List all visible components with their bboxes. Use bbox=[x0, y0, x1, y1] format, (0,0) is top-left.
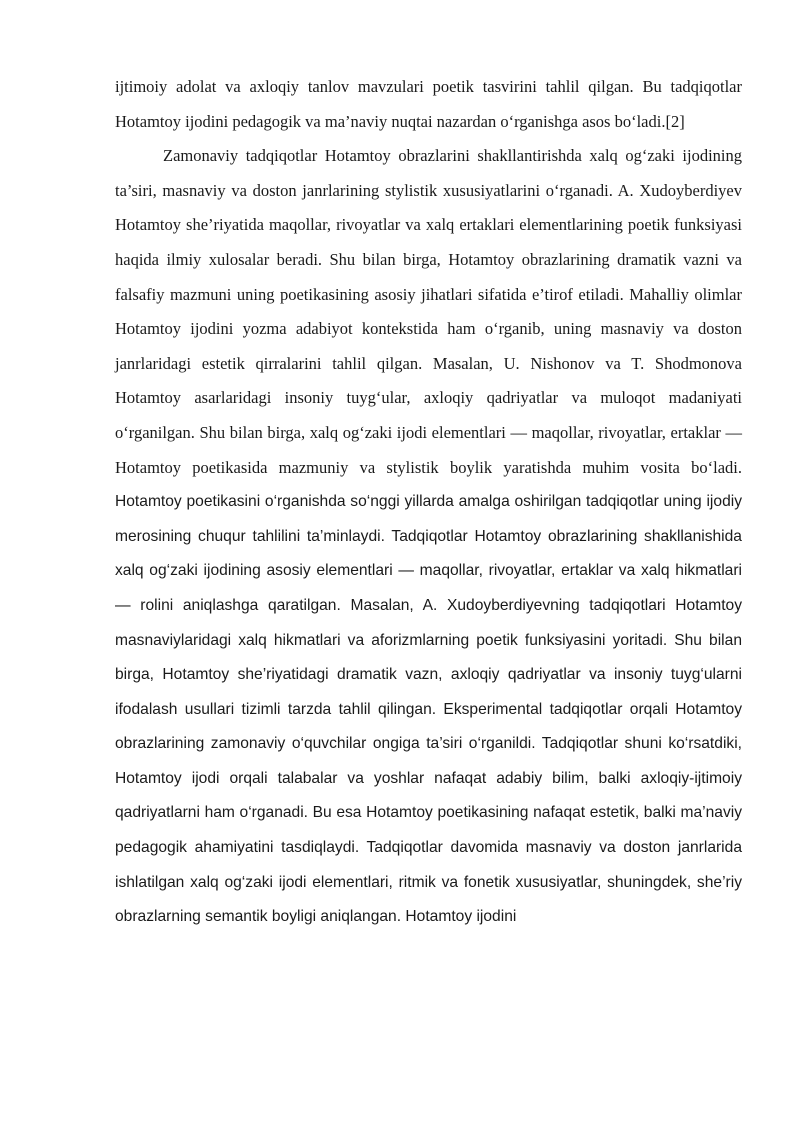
paragraph-sans-segment: Hotamtoy poetikasini o‘rganishda so‘nggi yillarda amalga oshirilgan tadqiqotlar uning ijodiy merosining chuqur tahlilini ta’minlaydi. Tadqiqotlar Hotamtoy obrazlarining shakllanishida xalq og‘zaki ijodining asosiy elementlari — maqollar, rivoyatlar, ertaklar va xalq hikmatlari — rolini aniqlashga qaratilgan. Masalan, A. Xudoyberdiyevning tadqiqotlari Hotamtoy masnaviylaridagi xalq hikmatlari va aforizmlarning poetik funksiyasini yoritadi. Shu bilan birga, Hotamtoy she’riyatidagi dramatik vazn, axloqiy qadriyatlar va insoniy tuyg‘ularni ifodalash usullari tizimli tarzda tahlil qilingan. Eksperimental tadqiqotlar orqali Hotamtoy obrazlarining zamonaviy o‘quvchilar ongiga ta’siri o‘rganildi. Tadqiqotlar shuni ko‘rsatdiki, Hotamtoy ijodi orqali talabalar va yoshlar nafaqat adabiy bilim, balki axloqiy-ijtimoiy qadriyatlarni ham o‘rganadi. Bu esa Hotamtoy poetikasining nafaqat estetik, balki ma’naviy pedagogik ahamiyatini tasdiqlaydi. Tadqiqotlar davomida masnaviy va doston janrlarida ishlatilgan xalq og‘zaki ijodi elementlari, ritmik va fonetik xususiyatlar, shuningdek, she’riy obrazlarning semantik boyligi aniqlangan. Hotamtoy ijodini bbox=[115, 493, 742, 926]
body-text bbox=[115, 70, 742, 935]
paragraph-serif-segment: Zamonaviy tadqiqotlar Hotamtoy obrazlarini shakllantirishda xalq og‘zaki ijodining ta’siri, masnaviy va doston janrlarining stylistik xususiyatlarini o‘rganadi. A. Xudoyberdiyev Hotamtoy she’riyatida maqollar, rivoyatlar va xalq ertaklari elementlarining poetik funksiyasi haqida ilmiy xulosalar beradi. Shu bilan birga, Hotamtoy obrazlarining dramatik vazni va falsafiy mazmuni uning poetikasining asosiy jihatlari sifatida e’tirof etiladi. Mahalliy olimlar Hotamtoy ijodini yozma adabiyot kontekstida ham o‘rganib, uning masnaviy va doston janrlaridagi estetik qirralarini tahlil qilgan. Masalan, U. Nishonov va T. Shodmonova Hotamtoy asarlaridagi insoniy tuyg‘ular, axloqiy qadriyatlar va muloqot madaniyati o‘rganilgan. Shu bilan birga, xalq og‘zaki ijodi elementlari — maqollar, rivoyatlar, ertaklar — Hotamtoy poetikasida mazmuniy va stylistik boylik yaratishda muhim vosita bo‘ladi. bbox=[115, 146, 742, 477]
paragraph-modern-research bbox=[115, 139, 742, 935]
paragraph-continuation: ijtimoiy adolat va axloqiy tanlov mavzulari poetik tasvirini tahlil qilgan. Bu tadqiqotlar Hotamtoy ijodini pedagogik va ma’naviy nuqtai nazardan o‘rganishga asos bo‘ladi.[2] bbox=[115, 77, 742, 131]
